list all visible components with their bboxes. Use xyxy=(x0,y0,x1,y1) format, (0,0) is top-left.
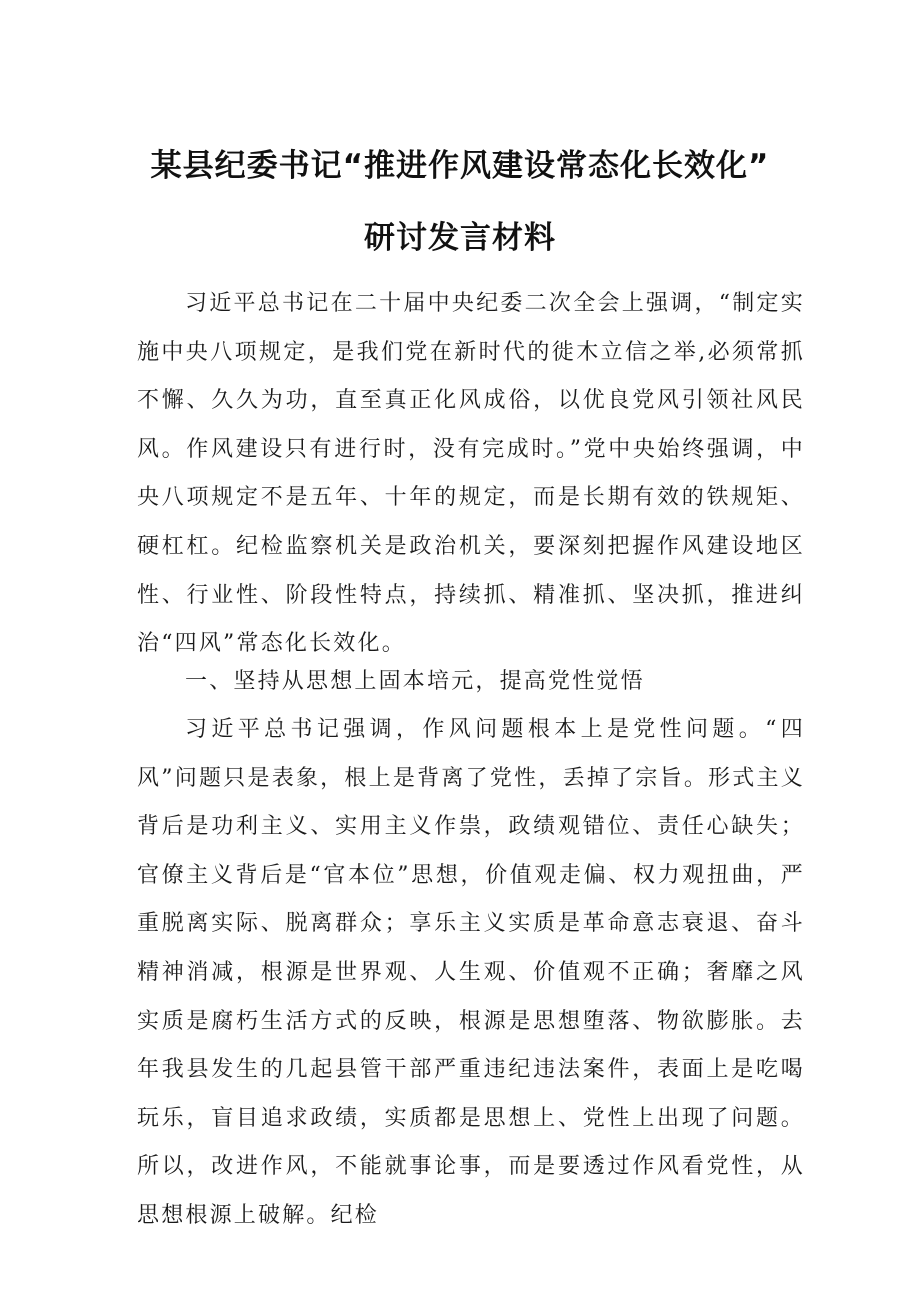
paragraph-section-1: 习近平总书记强调，作风问题根本上是党性问题。“四风”问题只是表象，根上是背离了党性，丢掉了宗旨。形式主义背后是功利主义、实用主义作祟，政绩观错位、责任心缺失；官僚主义背后是“官本位”思想，价值观走偏、权力观扭曲，严重脱离实际、脱离群众；享乐主义实质是革命意志衰退、奋斗精神消减，根源是世界观、人生观、价值观不正确；奢靡之风实质是腐朽生活方式的反映，根源是思想堕落、物欲膨胀。去年我县发生的几起县管干部严重违纪违法案件，表面上是吃喝玩乐，盲目追求政绩，实质都是思想上、党性上出现了问题。所以，改进作风，不能就事论事，而是要透过作风看党性，从思想根源上破解。纪检 xyxy=(137,717,805,1228)
document-title-line-2: 研讨发言材料 xyxy=(364,220,556,256)
paragraph-intro: 习近平总书记在二十届中央纪委二次全会上强调，“制定实施中央八项规定，是我们党在新时代的徙木立信之举,必须常抓不懈、久久为功，直至真正化风成俗，以优良党风引领社风民风。作风建设只有进行时，没有完成时。”党中央始终强调，中央八项规定不是五年、十年的规定，而是长期有效的铁规矩、硬杠杠。纪检监察机关是政治机关，要深刻把握作风建设地区性、行业性、阶段性特点，持续抓、精准抓、坚决抓，推进纠治“四风”常态化长效化。 xyxy=(137,291,805,657)
document-title-line-1: 某县纪委书记“推进作风建设常态化长效化” xyxy=(150,148,770,184)
section-heading-1: 一、坚持从思想上固本培元，提高党性觉悟 xyxy=(185,669,645,694)
